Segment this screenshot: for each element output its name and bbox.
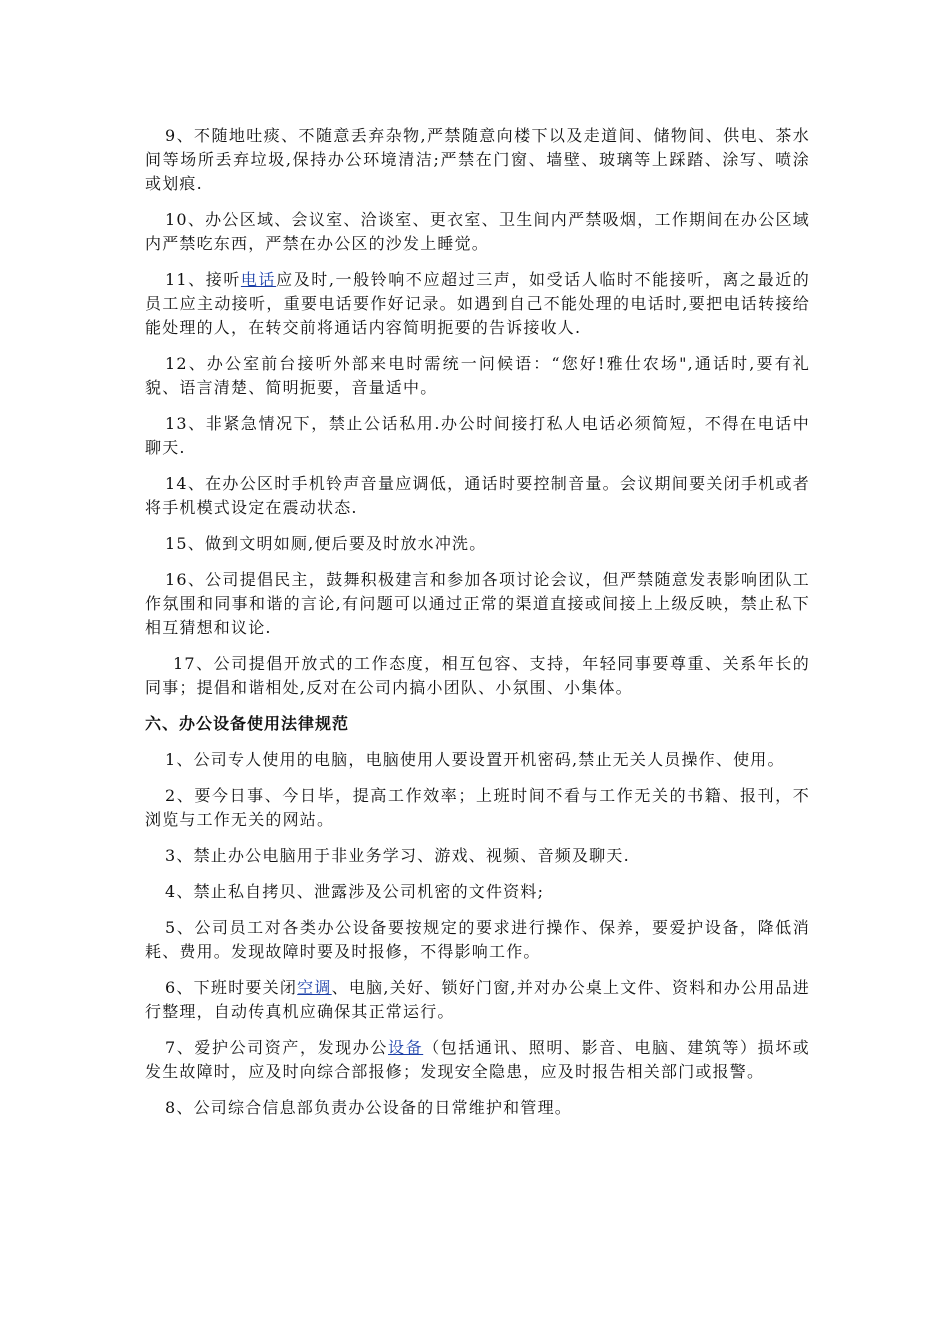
rule-11 [145, 268, 810, 340]
rule-9: 9、不随地吐痰、不随意丢弃杂物,严禁随意向楼下以及走道间、储物间、供电、茶水间等场所丢弃垃圾,保持办公环境清洁;严禁在门窗、墙壁、玻璃等上踩踏、涂写、喷涂或划痕. [145, 126, 810, 193]
rule-16: 16、公司提倡民主，鼓舞积极建言和参加各项讨论会议，但严禁随意发表影响团队工作氛围和同事和谐的言论,有问题可以通过正常的渠道直接或间接上上级反映，禁止私下相互猜想和议论. [145, 570, 810, 637]
equipment-rule-6 [145, 976, 810, 1024]
rule-12: 12、办公室前台接听外部来电时需统一问候语：“您好!雅仕农场",通话时,要有礼貌、语言清楚、简明扼要，音量适中。 [145, 354, 810, 397]
equipment-rule-7 [145, 1036, 810, 1084]
section-heading: 六、办公设备使用法律规范 [145, 714, 350, 733]
rule-10: 10、办公区域、会议室、洽谈室、更衣室、卫生间内严禁吸烟，工作期间在办公区域内严禁吃东西，严禁在办公区的沙发上睡觉。 [145, 210, 810, 253]
air-conditioner-link[interactable]: 空调 [297, 978, 332, 997]
equipment-rule-8: 8、公司综合信息部负责办公设备的日常维护和管理。 [165, 1098, 572, 1117]
equipment-link[interactable]: 设备 [387, 1038, 424, 1057]
equipment-rule-5: 5、公司员工对各类办公设备要按规定的要求进行操作、保养，要爱护设备，降低消耗、费用。发现故障时要及时报修，不得影响工作。 [145, 918, 810, 961]
rule-15: 15、做到文明如厕,便后要及时放水冲洗。 [165, 534, 487, 553]
rule-11-rest: 应及时,一般铃响不应超过三声，如受话人临时不能接听，离之最近的员工应主动接听，重要电话要作好记录。如遇到自己不能处理的电话时,要把电话转接给能处理的人，在转交前将通话内容简明扼要的告诉接收人. [145, 270, 810, 337]
equipment-rule-6-start: 6、下班时要关闭 [165, 978, 298, 997]
equipment-rule-2: 2、要今日事、今日毕，提高工作效率；上班时间不看与工作无关的书籍、报刊，不浏览与工作无关的网站。 [145, 786, 810, 829]
equipment-rule-4: 4、禁止私自拷贝、泄露涉及公司机密的文件资料; [165, 882, 545, 901]
equipment-rule-6-rest: 、电脑,关好、锁好门窗,并对办公桌上文件、资料和办公用品进行整理，自动传真机应确保其正常运行。 [145, 978, 810, 1021]
equipment-rule-7-rest: （包括通讯、照明、影音、电脑、建筑等）损坏或发生故障时，应及时向综合部报修；发现安全隐患，应及时报告相关部门或报警。 [145, 1038, 810, 1081]
rule-11-start: 11、接听 [165, 270, 241, 289]
equipment-rule-7-start: 7、爱护公司资产，发现办公 [165, 1038, 388, 1057]
document-page [145, 124, 810, 1132]
rule-14: 14、在办公区时手机铃声音量应调低，通话时要控制音量。会议期间要关闭手机或者将手机模式设定在震动状态. [145, 474, 810, 517]
equipment-rule-3: 3、禁止办公电脑用于非业务学习、游戏、视频、音频及聊天. [165, 846, 630, 865]
equipment-rule-1: 1、公司专人使用的电脑，电脑使用人要设置开机密码,禁止无关人员操作、使用。 [165, 750, 785, 769]
rule-13: 13、非紧急情况下，禁止公话私用.办公时间接打私人电话必须简短，不得在电话中聊天. [145, 414, 810, 457]
phone-link[interactable]: 电话 [240, 270, 277, 289]
rule-17: 17、公司提倡开放式的工作态度，相互包容、支持，年轻同事要尊重、关系年长的同事；提倡和谐相处,反对在公司内搞小团队、小氛围、小集体。 [145, 654, 810, 697]
